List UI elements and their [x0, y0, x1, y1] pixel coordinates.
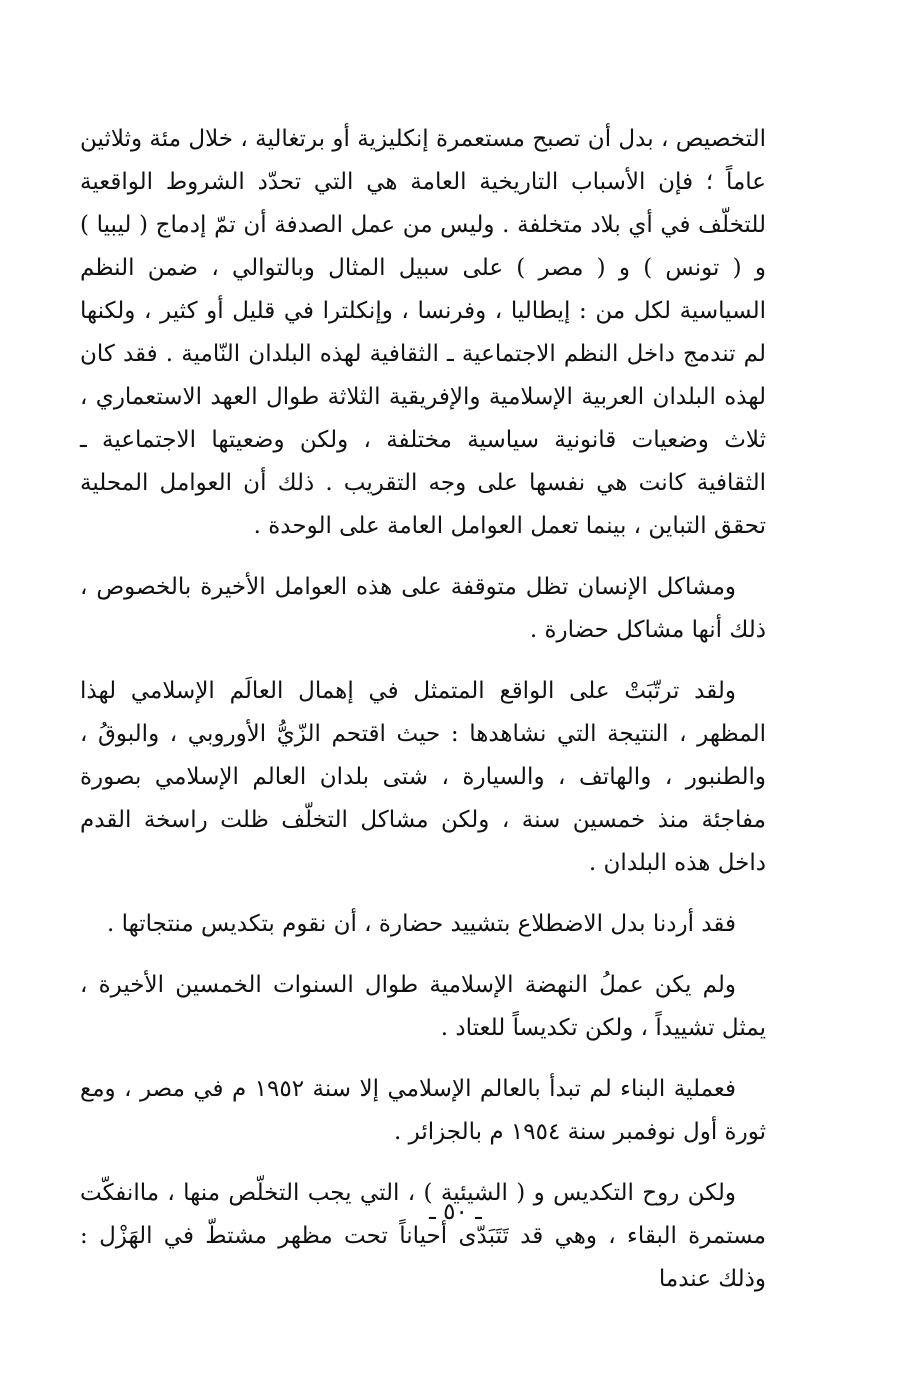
- paragraph-4: فقد أردنا بدل الاضطلاع بتشييد حضارة ، أن نقوم بتكديس منتجاتها .: [106, 911, 736, 937]
- body-text: [80, 118, 766, 1319]
- paragraph-6: فعملية البناء لم تبدأ بالعالم الإسلامي إلا سنة ١٩٥٢ م في مصر ، ومع ثورة أول نوفمبر سنة ١٩٥٤ م بالجزائر .: [80, 1076, 766, 1145]
- page-number: ـ ٥٠ ـ: [429, 1199, 482, 1225]
- paragraph-2: ومشاكل الإنسان تظل متوقفة على هذه العوامل الأخيرة بالخصوص ، ذلك أنها مشاكل حضارة .: [80, 574, 766, 643]
- paragraph-5: ولم يكن عملُ النهضة الإسلامية طوال السنوات الخمسين الأخيرة ، يمثل تشييداً ، ولكن تكديساً للعتاد .: [80, 972, 766, 1041]
- paragraph-3: ولقد ترتّبَتْ على الواقع المتمثل في إهمال العالَم الإسلامي لهذا المظهر ، النتيجة التي نشاهدها : حيث اقتحم الزّيُّ الأوروبي ، والبوقُ ، والطنبور ، والهاتف ، والسيارة ، شتى بلدان العالم الإسلامي بصورة مفاجئة منذ خمسين سنة ، ولكن مشاكل التخلّف ظلت راسخة القدم داخل هذه البلدان .: [80, 678, 766, 876]
- paragraph-1: التخصيص ، بدل أن تصبح مستعمرة إنكليزية أو برتغالية ، خلال مئة وثلاثين عاماً ؛ فإن الأسباب التاريخية العامة هي التي تحدّد الشروط الواقعية للتخلّف في أي بلاد متخلفة . وليس من عمل الصدفة أن تمّ إدماج ( ليبيا ) و ( تونس ) و ( مصر ) على سبيل المثال وبالتوالي ، ضمن النظم السياسية لكل من : إيطاليا ، وفرنسا ، وإنكلترا في قليل أو كثير ، ولكنها لم تندمج داخل النظم الاجتماعية ـ الثقافية لهذه البلدان النّامية . فقد كان لهذه البلدان العربية الإسلامية والإفريقية الثلاثة طوال العهد الاستعماري ، ثلاث وضعيات قانونية سياسية مختلفة ، ولكن وضعيتها الاجتماعية ـ الثقافية كانت هي نفسها على وجه التقريب . ذلك أن العوامل المحلية تحقق التباين ، بينما تعمل العوامل العامة على الوحدة .: [80, 126, 766, 539]
- paragraph-7: ولكن روح التكديس و ( الشيئية ) ، التي يجب التخلّص منها ، ماانفكّت مستمرة البقاء ، وهي قد تَتَبَدّى أحياناً تحت مظهر مشتطّ في الهَزْل : وذلك عندما: [80, 1180, 766, 1292]
